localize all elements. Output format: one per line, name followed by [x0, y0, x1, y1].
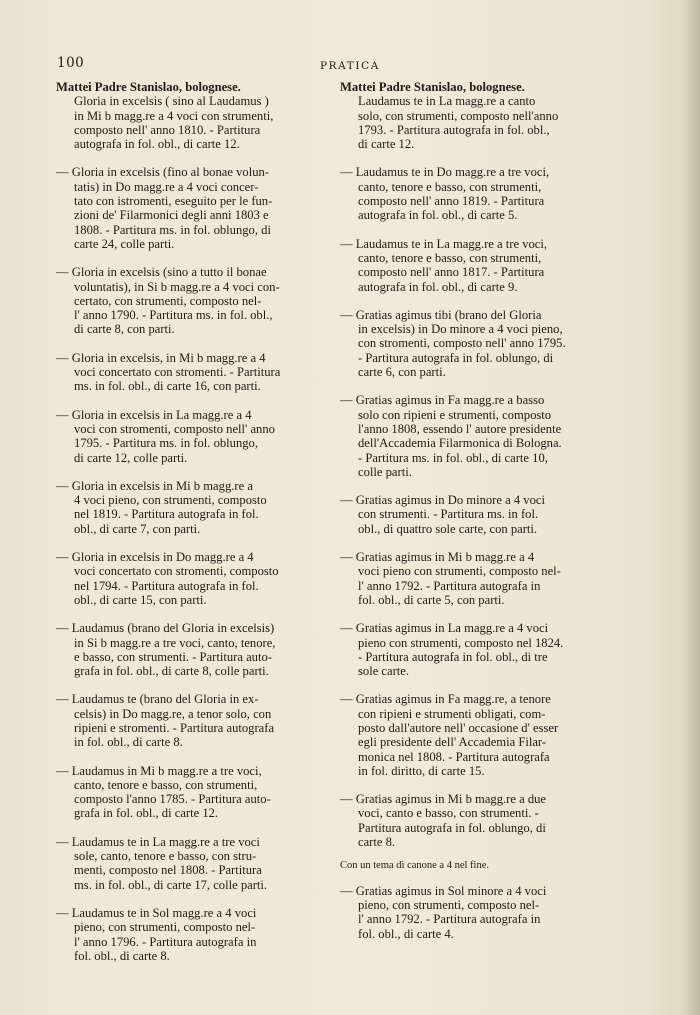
entry-line: canto, tenore e basso, con strumenti,	[358, 179, 542, 194]
entry-line: voci concertato con stromenti. - Partitura	[74, 365, 281, 380]
catalogue-entry	[56, 479, 328, 536]
entry-line: in excelsis) in Do minore a 4 voci pieno,	[358, 322, 563, 337]
entry-line: l' anno 1790. - Partitura ms. in fol. obl.,	[74, 308, 273, 323]
entry-line: — Gloria in excelsis in Do magg.re a 4	[56, 550, 254, 565]
catalogue-entry	[340, 621, 625, 678]
entry-line: Laudamus te in La magg.re a canto	[358, 94, 536, 109]
catalogue-entry	[340, 237, 625, 294]
page-edge-shadow	[682, 0, 700, 1015]
entry-line: 1795. - Partitura ms. in fol. oblungo,	[74, 436, 258, 451]
entry-line: — Laudamus in Mi b magg.re a tre voci,	[56, 763, 262, 778]
entry-line: — Gloria in excelsis (fino al bonae volun-	[56, 165, 269, 180]
entry-line: canto, tenore e basso, con strumenti,	[74, 777, 258, 792]
entry-line: — Laudamus te in Sol magg.re a 4 voci	[56, 905, 257, 920]
entry-line: autografa in fol. obl., di carte 12.	[74, 137, 240, 152]
catalogue-entry	[340, 792, 625, 849]
entry-line: autografa in fol. obl., di carte 5.	[358, 208, 518, 223]
entry-line: nel 1819. - Partitura autografa in fol.	[74, 507, 259, 522]
entry-line: Gloria in excelsis ( sino al Laudamus )	[74, 94, 269, 109]
entry-line: — Gratias agimus in Do minore a 4 voci	[340, 493, 545, 508]
entry-line: voluntatis), in Si b magg.re a 4 voci con-	[74, 279, 280, 294]
entry-line: — Gratias agimus in Mi b magg.re a due	[340, 792, 547, 807]
entry-note: Con un tema di canone a 4 nel fine.	[340, 860, 489, 872]
entry-line: ms. in fol. obl., di carte 16, con parti.	[74, 379, 261, 394]
entry-line: Mattei Padre Stanislao, bolognese.	[56, 80, 241, 94]
entry-line: — Laudamus te in La magg.re a tre voci	[56, 834, 260, 849]
entry-line: composto nell' anno 1817. - Partitura	[358, 265, 545, 280]
entry-line: composto nell' anno 1810. - Partitura	[74, 122, 261, 137]
entry-line: voci, canto e basso, con strumenti. -	[358, 806, 539, 821]
entry-line: pieno, con strumenti, composto nel-	[74, 920, 256, 935]
entry-line: celsis) in Do magg.re, a tenor solo, con	[74, 706, 272, 721]
entry-line: voci con stromenti, composto nell' anno	[74, 421, 275, 436]
catalogue-entry	[340, 393, 625, 479]
entry-line: sole carte.	[358, 664, 410, 679]
catalogue-entry	[340, 884, 625, 941]
catalogue-entry	[340, 308, 625, 379]
entry-line: egli presidente dell' Accademia Filar-	[358, 735, 547, 750]
entry-line: nel 1794. - Partitura autografa in fol.	[74, 578, 259, 593]
entry-line: di carte 12.	[358, 137, 415, 152]
entry-line: in fol. obl., di carte 8.	[74, 735, 183, 750]
entry-line: 4 voci pieno, con strumenti, composto	[74, 493, 267, 508]
entry-line: in fol. diritto, di carte 15.	[358, 763, 485, 778]
entry-line: di carte 8, con parti.	[74, 322, 175, 337]
right-column	[340, 80, 625, 955]
entry-line: menti, composto nel 1808. - Partitura	[74, 863, 262, 878]
entry-line: grafa in fol. obl., di carte 12.	[74, 806, 219, 821]
entry-line: — Gloria in excelsis, in Mi b magg.re a 4	[56, 350, 266, 365]
entry-line: carte 24, colle parti.	[74, 236, 175, 251]
entry-line: solo con ripieni e strumenti, composto	[358, 407, 552, 422]
entry-line: Partitura autografa in fol. oblungo, di	[358, 820, 546, 835]
entry-line: 1793. - Partitura autografa in fol. obl.,	[358, 122, 550, 137]
catalogue-entry	[56, 408, 328, 465]
entry-line: solo, con strumenti, composto nell'anno	[358, 108, 559, 123]
entry-line: in Si b magg.re a tre voci, canto, tenore,	[74, 635, 276, 650]
entry-line: voci pieno con strumenti, composto nel-	[358, 564, 561, 579]
catalogue-entry	[56, 764, 328, 821]
entry-line: zioni de' Filarmonici degli anni 1803 e	[74, 208, 269, 223]
entry-line: composto l'anno 1785. - Partitura auto-	[74, 792, 271, 807]
entry-line: - Partitura autografa in fol. oblungo, di	[358, 350, 554, 365]
entry-line: canto, tenore e basso, con strumenti,	[358, 250, 542, 265]
entry-line: — Laudamus te in La magg.re a tre voci,	[340, 236, 548, 251]
entry-line: autografa in fol. obl., di carte 9.	[358, 279, 518, 294]
entry-line: e basso, con strumenti. - Partitura auto-	[74, 649, 272, 664]
entry-line: di carte 12, colle parti.	[74, 450, 188, 465]
entry-line: — Gratias agimus in Mi b magg.re a 4	[340, 550, 535, 565]
entry-line: obl., di carte 15, con parti.	[74, 592, 207, 607]
catalogue-entry	[56, 80, 328, 151]
entry-line: monica nel 1808. - Partitura autografa	[358, 749, 550, 764]
catalogue-entry	[56, 692, 328, 749]
entry-line: pieno, con strumenti, composto nel-	[358, 897, 540, 912]
entry-line: carte 8.	[358, 835, 396, 850]
entry-line: pieno con strumenti, composto nel 1824.	[358, 635, 564, 650]
entry-line: — Gratias agimus in Sol minore a 4 voci	[340, 883, 547, 898]
entry-line: — Gloria in excelsis (sino a tutto il bonae	[56, 265, 267, 280]
entry-line: l' anno 1796. - Partitura autografa in	[74, 934, 257, 949]
entry-line: 1808. - Partitura ms. in fol. oblungo, di	[74, 222, 271, 237]
entry-line: con stromenti, composto nell' anno 1795.	[358, 336, 566, 351]
catalogue-entry	[56, 351, 328, 394]
entry-line: - Partitura autografa in fol. obl., di tre	[358, 649, 548, 664]
entry-line: fol. obl., di carte 8.	[74, 948, 170, 963]
catalogue-entry	[340, 165, 625, 222]
catalogue-entry	[56, 621, 328, 678]
entry-line: — Gratias agimus in Fa magg.re, a tenore	[340, 692, 551, 707]
entry-line: grafa in fol. obl., di carte 8, colle parti.	[74, 664, 269, 679]
catalogue-entry	[340, 692, 625, 778]
entry-line: certato, con strumenti, composto nel-	[74, 293, 262, 308]
entry-line: sole, canto, tenore e basso, con stru-	[74, 849, 257, 864]
entry-line: l' anno 1792. - Partitura autografa in	[358, 912, 541, 927]
entry-line: ripieni e stromenti. - Partitura autografa	[74, 720, 275, 735]
entry-line: in Mi b magg.re a 4 voci con strumenti,	[74, 108, 274, 123]
entry-line: ms. in fol. obl., di carte 17, colle parti.	[74, 877, 268, 892]
entry-line: — Gratias agimus tibi (brano del Gloria	[340, 307, 542, 322]
entry-line: tatis) in Do magg.re a 4 voci concer-	[74, 179, 259, 194]
catalogue-entry	[56, 265, 328, 336]
running-title: PRATICA	[320, 60, 380, 72]
entry-line: dell'Accademia Filarmonica di Bologna.	[358, 436, 562, 451]
entry-line: fol. obl., di carte 4.	[358, 926, 454, 941]
catalogue-entry	[56, 906, 328, 963]
left-column	[56, 80, 328, 977]
entry-line: obl., di quattro sole carte, con parti.	[358, 521, 538, 536]
entry-line: — Gloria in excelsis in La magg.re a 4	[56, 407, 252, 422]
entry-line: con ripieni e strumenti obligati, com-	[358, 706, 546, 721]
entry-line: fol. obl., di carte 5, con parti.	[358, 592, 505, 607]
entry-line: voci concertato con stromenti, composto	[74, 564, 279, 579]
entry-line: Mattei Padre Stanislao, bolognese.	[340, 80, 525, 94]
entry-line: — Laudamus te (brano del Gloria in ex-	[56, 692, 259, 707]
entry-line: posto dall'autore nell' occasione d' esser	[358, 720, 559, 735]
catalogue-entry	[56, 550, 328, 607]
entry-line: con strumenti. - Partitura ms. in fol.	[358, 507, 539, 522]
catalogue-entry	[340, 80, 625, 151]
entry-line: l' anno 1792. - Partitura autografa in	[358, 578, 541, 593]
catalogue-entry	[56, 835, 328, 892]
catalogue-entry	[340, 493, 625, 536]
entry-line: colle parti.	[358, 464, 412, 479]
entry-line: tato con istromenti, eseguito per le fun-	[74, 194, 273, 209]
catalogue-entry	[56, 165, 328, 251]
entry-line: — Gloria in excelsis in Mi b magg.re a	[56, 478, 253, 493]
page-number: 100	[57, 55, 85, 71]
catalogue-entry	[340, 550, 625, 607]
entry-line: obl., di carte 7, con parti.	[74, 521, 201, 536]
entry-line: composto nell' anno 1819. - Partitura	[358, 194, 545, 209]
entry-line: — Laudamus (brano del Gloria in excelsis)	[56, 621, 275, 636]
entry-line: — Laudamus te in Do magg.re a tre voci,	[340, 165, 550, 180]
entry-line: l'anno 1808, essendo l' autore presidente	[358, 421, 562, 436]
entry-line: - Partitura ms. in fol. obl., di carte 10,	[358, 450, 548, 465]
entry-line: — Gratias agimus in La magg.re a 4 voci	[340, 621, 549, 636]
entry-line: — Gratias agimus in Fa magg.re a basso	[340, 393, 545, 408]
entry-line: carte 6, con parti.	[358, 365, 446, 380]
